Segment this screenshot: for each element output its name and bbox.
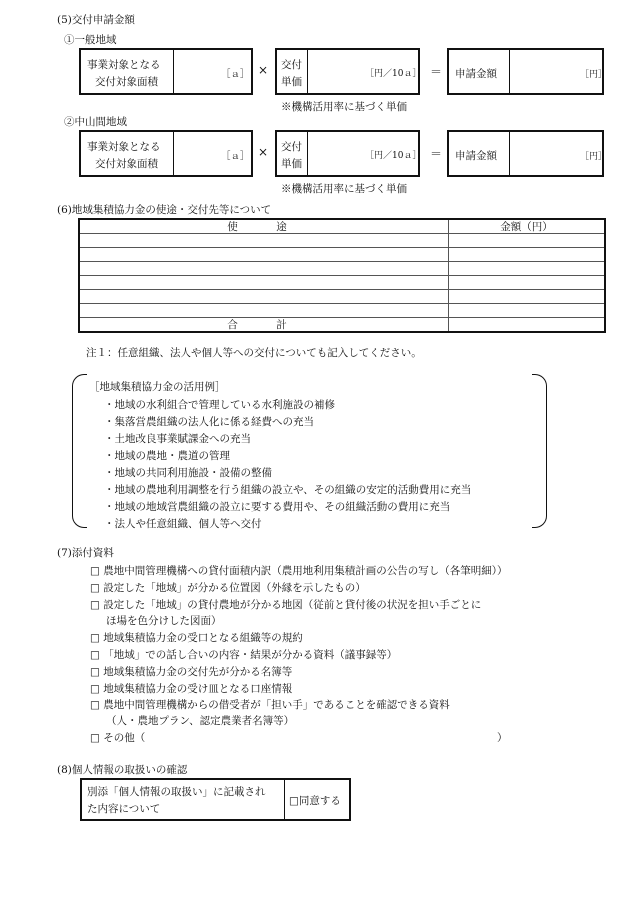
attachment-item-cont: ほ場を色分けした図面） [106,615,222,627]
table-row [79,276,605,290]
total-label: 合 計 [79,318,449,333]
table-row [79,262,605,276]
privacy-consent-box: 別添「個人情報の取扱い」に記載され た内容について □同意する [80,778,351,821]
list-item: ・地域の地域営農組織の設立に要する費用や、その組織活動の費用に充当 [104,501,451,513]
table-row [79,304,605,318]
checkbox[interactable]: □ [90,599,100,611]
application-amount-box: 申請金額 ［円］ [447,130,604,177]
note-1: 注１：任意組織、法人や個人等への交付についても記入してください。 [86,347,422,359]
unit-price-note: ※機構活用率に基づく単価 [281,101,407,113]
right-bracket [532,374,547,528]
list-item: ・地域の水利組合で管理している水利施設の補修 [104,399,335,411]
section6-title: (6)地域集積協力金の使途・交付先等について [57,204,272,216]
list-item: ・地域の共同利用施設・設備の整備 [104,467,272,479]
list-item: ・地域の農地・農道の管理 [104,450,230,462]
table-row [79,234,605,248]
list-item: ・土地改良事業賦課金への充当 [104,433,251,445]
agree-checkbox[interactable]: □同意する [289,795,341,807]
attachment-item[interactable]: □ 設定した「地域」の貸付農地が分かる地図（従前と貸付後の状況を担い手ごとに [90,599,482,611]
attachment-item[interactable]: □ 設定した「地域」が分かる位置図（外縁を示したもの） [90,582,366,594]
unit-price-box: 交付 単価 ［円／10ａ］ [275,130,420,177]
application-amount-box: 申請金額 ［円］ [447,48,604,95]
equals-sign: ＝ [430,65,443,79]
area-input-box: 事業対象となる 交付対象面積 ［ａ］ [79,48,253,95]
examples-title: ［地域集積協力金の活用例］ [89,381,226,393]
checkbox[interactable]: □ [90,632,100,644]
list-item: ・法人や任意組織、個人等へ交付 [104,518,262,530]
times-sign: × [258,145,269,159]
table-row [79,290,605,304]
col-amount-header: 金額（円） [449,219,606,234]
checkbox[interactable]: □ [90,565,100,577]
left-bracket [72,374,87,528]
checkbox[interactable]: □ [90,699,100,711]
area-general-label: ①一般地域 [64,34,117,46]
col-use-header: 使 途 [79,219,449,234]
section8-title: (8)個人情報の取扱いの確認 [57,764,188,776]
attachment-item[interactable]: □ 農地中間管理機構からの借受者が「担い手」であることを確認できる資料 [90,699,450,711]
checkbox[interactable]: □ [90,666,100,678]
attachment-item[interactable]: □ 地域集積協力金の受け皿となる口座情報 [90,683,293,695]
attachment-item[interactable]: □ 「地域」での話し合いの内容・結果が分かる資料（議事録等） [90,649,398,661]
section7-title: (7)添付資料 [57,547,114,559]
unit-price-note: ※機構活用率に基づく単価 [281,183,407,195]
section5-title: (5)交付申請金額 [57,14,135,26]
checkbox[interactable]: □ [90,649,100,661]
checkbox[interactable]: □ [90,683,100,695]
table-row [79,248,605,262]
attachment-item[interactable]: □ 地域集積協力金の交付先が分かる名簿等 [90,666,293,678]
other-close-paren: ） [497,732,508,744]
attachment-item[interactable]: □ 地域集積協力金の受口となる組織等の規約 [90,632,303,644]
equals-sign: ＝ [430,147,443,161]
list-item: ・集落営農組織の法人化に係る経費への充当 [104,416,314,428]
list-item: ・地域の農地利用調整を行う組織の設立や、その組織の安定的活動費用に充当 [104,484,472,496]
attachment-item[interactable]: □ 農地中間管理機構への貸付面積内訳（農用地利用集積計画の公告の写し（各筆明細）） [90,565,508,577]
checkbox[interactable]: □ [90,582,100,594]
unit-price-box: 交付 単価 ［円／10ａ］ [275,48,420,95]
usage-table [78,218,606,333]
total-amount-cell[interactable] [449,318,606,333]
checkbox[interactable]: □ [90,732,100,744]
attachment-item-other[interactable]: □ その他（ [90,732,146,744]
area-mountain-label: ②中山間地域 [64,116,127,128]
area-input-box: 事業対象となる 交付対象面積 ［ａ］ [79,130,253,177]
times-sign: × [258,63,269,77]
attachment-item-cont: （人・農地プラン、認定農業者名簿等） [106,715,295,727]
